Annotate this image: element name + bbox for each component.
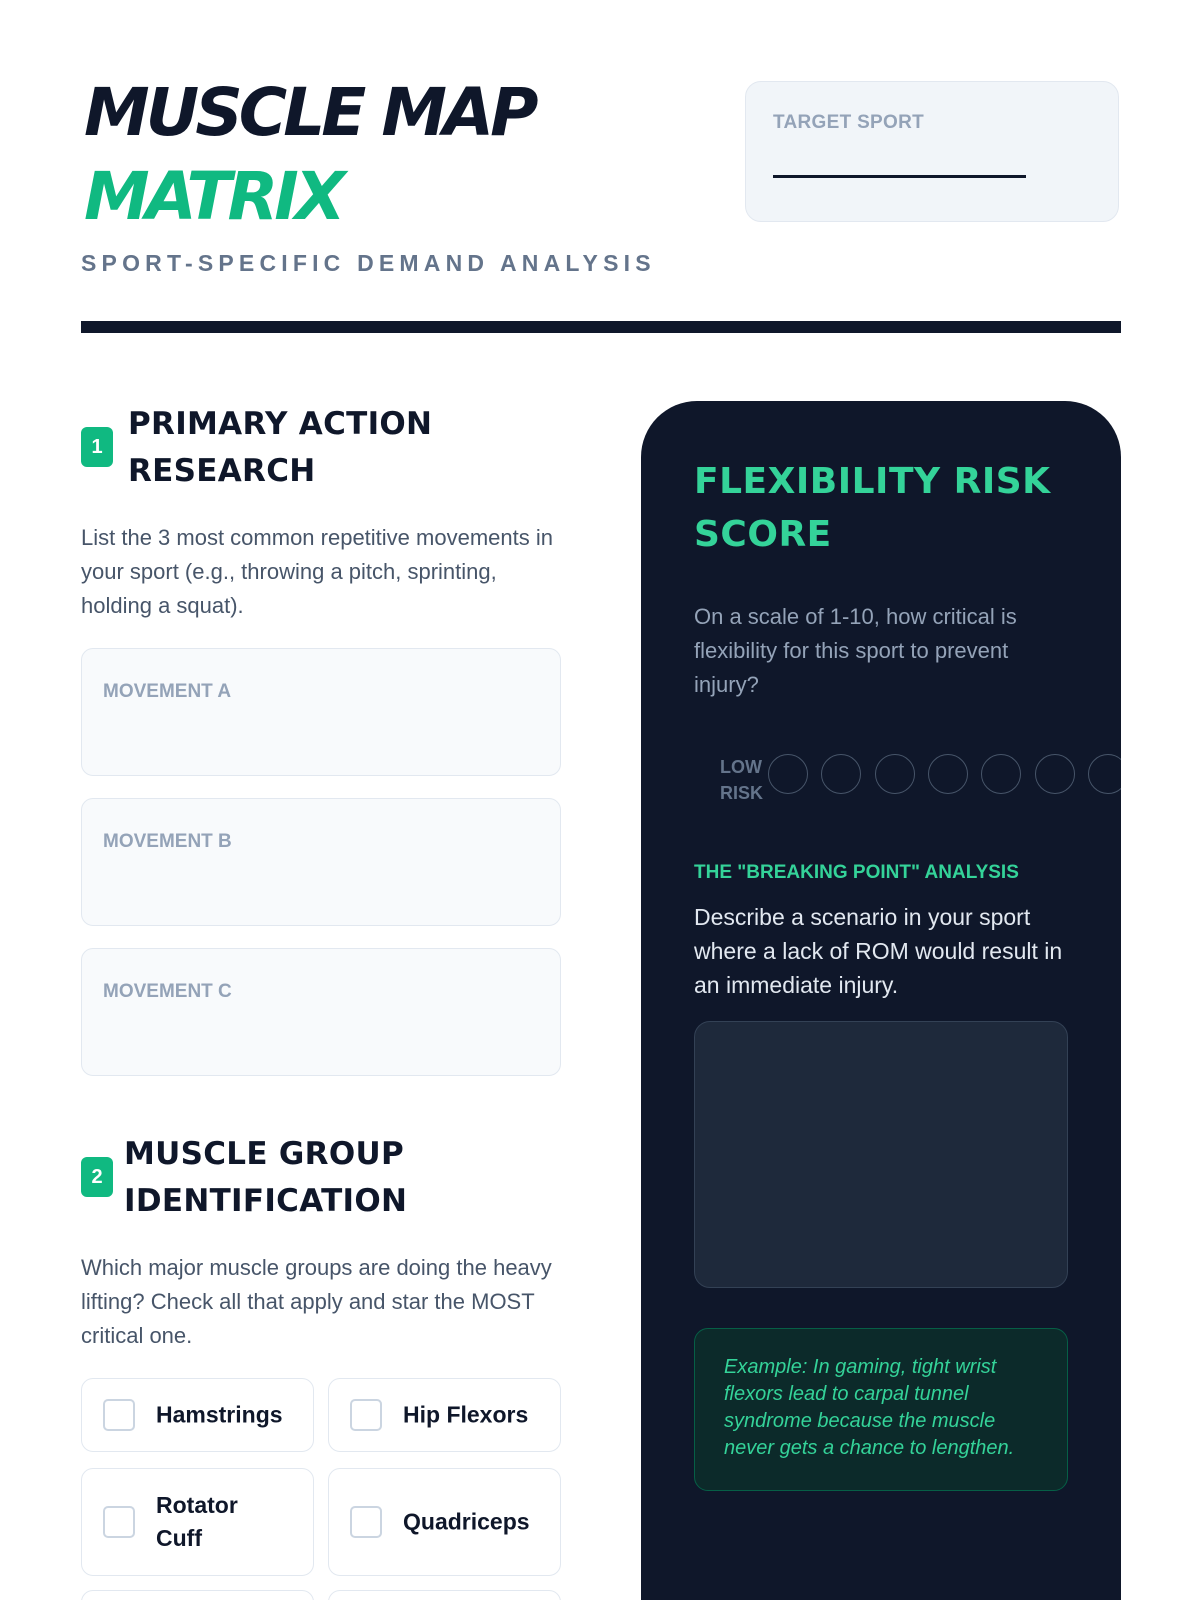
checkbox[interactable] [103, 1399, 135, 1431]
muscle-option-rotator-cuff[interactable] [81, 1468, 314, 1576]
risk-score-option[interactable] [1035, 754, 1075, 794]
risk-score-option[interactable] [928, 754, 968, 794]
section-1-badge: 1 [81, 427, 113, 467]
target-sport-label: TARGET SPORT [773, 112, 925, 133]
movement-b-field[interactable] [81, 798, 561, 926]
risk-score-option[interactable] [821, 754, 861, 794]
section-2-title: MUSCLE GROUP IDENTIFICATION [124, 1136, 408, 1219]
risk-score-option[interactable] [981, 754, 1021, 794]
page-subtitle: SPORT-SPECIFIC DEMAND ANALYSIS [81, 250, 656, 276]
muscle-option-label: Hip Flexors [403, 1401, 529, 1428]
checkbox[interactable] [103, 1506, 135, 1538]
muscle-option-hip-flexors[interactable] [328, 1378, 561, 1452]
page-title-accent: MATRIX [84, 158, 342, 235]
muscle-option-quadriceps[interactable] [328, 1468, 561, 1576]
muscle-option-label: Quadriceps [403, 1508, 530, 1535]
breaking-point-description: Describe a scenario in your sport where a lack of ROM would result in an immediate injury. [694, 904, 1063, 998]
risk-score-option[interactable] [1088, 754, 1121, 794]
checkbox[interactable] [350, 1506, 382, 1538]
movement-b-label: MOVEMENT B [103, 831, 232, 852]
muscle-option-hamstrings[interactable] [81, 1378, 314, 1452]
target-sport-field[interactable] [745, 81, 1119, 222]
breaking-point-answer-area[interactable] [694, 1021, 1068, 1288]
risk-score-option[interactable] [768, 754, 808, 794]
muscle-option-label: Hamstrings [156, 1401, 283, 1428]
muscle-option-partial[interactable] [81, 1590, 314, 1600]
example-callout: Example: In gaming, tight wrist flexors lead to carpal tunnel syndrome because the muscle never gets a chance to lengthen. [694, 1328, 1068, 1491]
risk-score-option[interactable] [875, 754, 915, 794]
breaking-point-label: THE "BREAKING POINT" ANALYSIS [694, 862, 1019, 883]
target-sport-underline[interactable] [773, 175, 1026, 178]
movement-c-label: MOVEMENT C [103, 981, 232, 1002]
low-risk-label: LOW RISK [720, 757, 764, 803]
flexibility-risk-panel [641, 401, 1121, 1600]
section-2-description: Which major muscle groups are doing the heavy lifting? Check all that apply and star the MOST critical one. [81, 1255, 552, 1348]
movement-c-field[interactable] [81, 948, 561, 1076]
section-2-badge: 2 [81, 1157, 113, 1197]
page-title: MUSCLE MAP [84, 74, 535, 151]
movement-a-field[interactable] [81, 648, 561, 776]
flexibility-risk-title: FLEXIBILITY RISK SCORE [694, 461, 1051, 555]
checkbox[interactable] [350, 1399, 382, 1431]
muscle-option-partial[interactable] [328, 1590, 561, 1600]
section-1-title: PRIMARY ACTION RESEARCH [128, 406, 433, 489]
muscle-option-label: Rotator Cuff [156, 1492, 238, 1551]
section-1-description: List the 3 most common repetitive movements in your sport (e.g., throwing a pitch, sprinting, holding a squat). [81, 525, 553, 618]
header-divider [81, 321, 1121, 333]
movement-a-label: MOVEMENT A [103, 681, 232, 702]
flexibility-risk-description: On a scale of 1-10, how critical is flexibility for this sport to prevent injury? [694, 604, 1017, 697]
